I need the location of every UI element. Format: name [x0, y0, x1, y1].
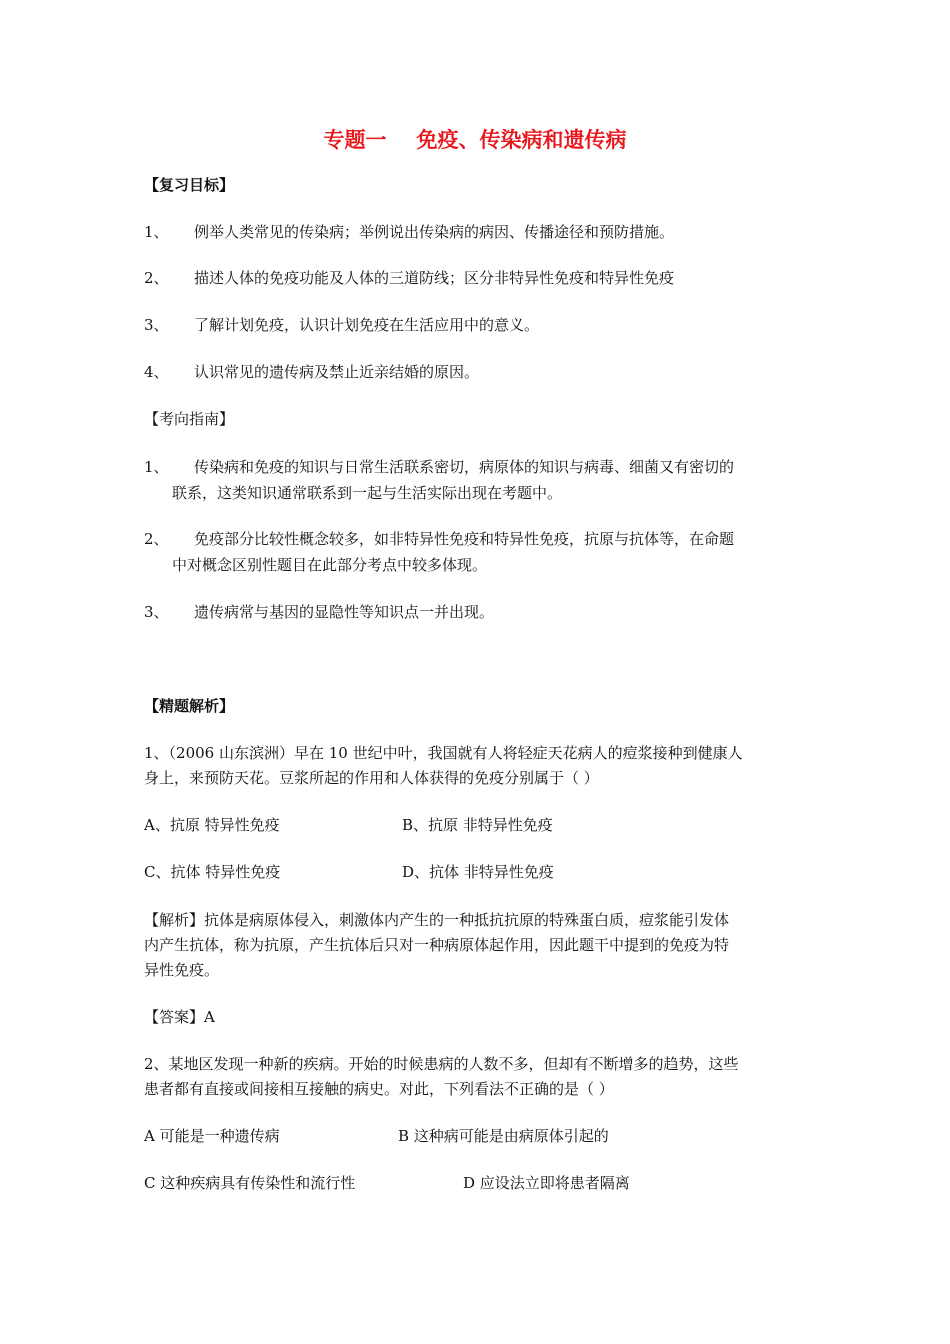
question-2-option-a: A 可能是一种遗传病: [144, 1127, 280, 1145]
item-text: 遗传病常与基因的显隐性等知识点一并出现。: [194, 603, 495, 621]
question-1-option-b: B、抗原 非特异性免疫: [402, 816, 553, 834]
question-1-explanation-line-3: 异性免疫。: [144, 961, 220, 979]
item-number: 4、: [144, 363, 169, 381]
question-1-line-1: 1、（2006 山东滨洲）早在 10 世纪中叶，我国就有人将轻症天花病人的痘浆接种到健康人: [144, 744, 743, 762]
question-1-answer: 【答案】A: [144, 1008, 215, 1026]
review-item: [144, 314, 539, 336]
item-text: 传染病和免疫的知识与日常生活联系密切，病原体的知识与病毒、细菌又有密切的: [194, 458, 735, 476]
item-text: 认识常见的遗传病及禁止近亲结婚的原因。: [194, 363, 480, 381]
question-2-option-d: D 应设法立即将患者隔离: [463, 1174, 630, 1192]
item-number: 1、: [144, 223, 169, 241]
guide-item: [144, 601, 494, 623]
item-text: 免疫部分比较性概念较多，如非特异性免疫和特异性免疫，抗原与抗体等，在命题: [194, 530, 735, 548]
question-1-option-d: D、抗体 非特异性免疫: [402, 863, 554, 881]
item-number: 3、: [144, 603, 169, 621]
question-1-option-a: A、抗原 特异性免疫: [144, 816, 280, 834]
review-item: [144, 221, 674, 243]
question-2-option-c: C 这种疾病具有传染性和流行性: [144, 1174, 356, 1192]
guide-item: [144, 528, 734, 550]
question-1-line-2: 身上，来预防天花。豆浆所起的作用和人体获得的免疫分别属于（ ）: [144, 769, 599, 787]
guide-item-continuation: 联系，这类知识通常联系到一起与生活实际出现在考题中。: [172, 484, 563, 502]
item-number: 2、: [144, 269, 169, 287]
item-text: 描述人体的免疫功能及人体的三道防线；区分非特异性免疫和特异性免疫: [194, 269, 675, 287]
item-text: 例举人类常见的传染病；举例说出传染病的病因、传播途径和预防措施。: [194, 223, 675, 241]
item-number: 1、: [144, 458, 169, 476]
question-1-explanation-line-2: 内产生抗体，称为抗原，产生抗体后只对一种病原体起作用，因此题干中提到的免疫为特: [144, 936, 730, 954]
question-1-explanation-line-1: 【解析】抗体是病原体侵入，刺激体内产生的一种抵抗抗原的特殊蛋白质，痘浆能引发体: [144, 911, 730, 929]
page-title: [0, 124, 950, 154]
section-heading-review: 【复习目标】: [144, 176, 235, 194]
question-2-option-b: B 这种病可能是由病原体引起的: [398, 1127, 609, 1145]
review-item: [144, 267, 674, 289]
section-heading-analysis: 【精题解析】: [144, 697, 235, 715]
title-part1: 专题一: [323, 128, 387, 152]
section-heading-guide: 【考向指南】: [144, 410, 235, 428]
title-part2: 免疫、传染病和遗传病: [416, 128, 627, 152]
review-item: [144, 361, 479, 383]
item-text: 了解计划免疫，认识计划免疫在生活应用中的意义。: [194, 316, 540, 334]
guide-item-continuation: 中对概念区别性题目在此部分考点中较多体现。: [172, 556, 488, 574]
item-number: 3、: [144, 316, 169, 334]
question-2-line-1: 2、某地区发现一种新的疾病。开始的时候患病的人数不多，但却有不断增多的趋势，这些: [144, 1055, 739, 1073]
guide-item: [144, 456, 734, 478]
item-number: 2、: [144, 530, 169, 548]
question-2-line-2: 患者都有直接或间接相互接触的病史。对此，下列看法不正确的是（ ）: [144, 1080, 614, 1098]
question-1-option-c: C、抗体 特异性免疫: [144, 863, 281, 881]
